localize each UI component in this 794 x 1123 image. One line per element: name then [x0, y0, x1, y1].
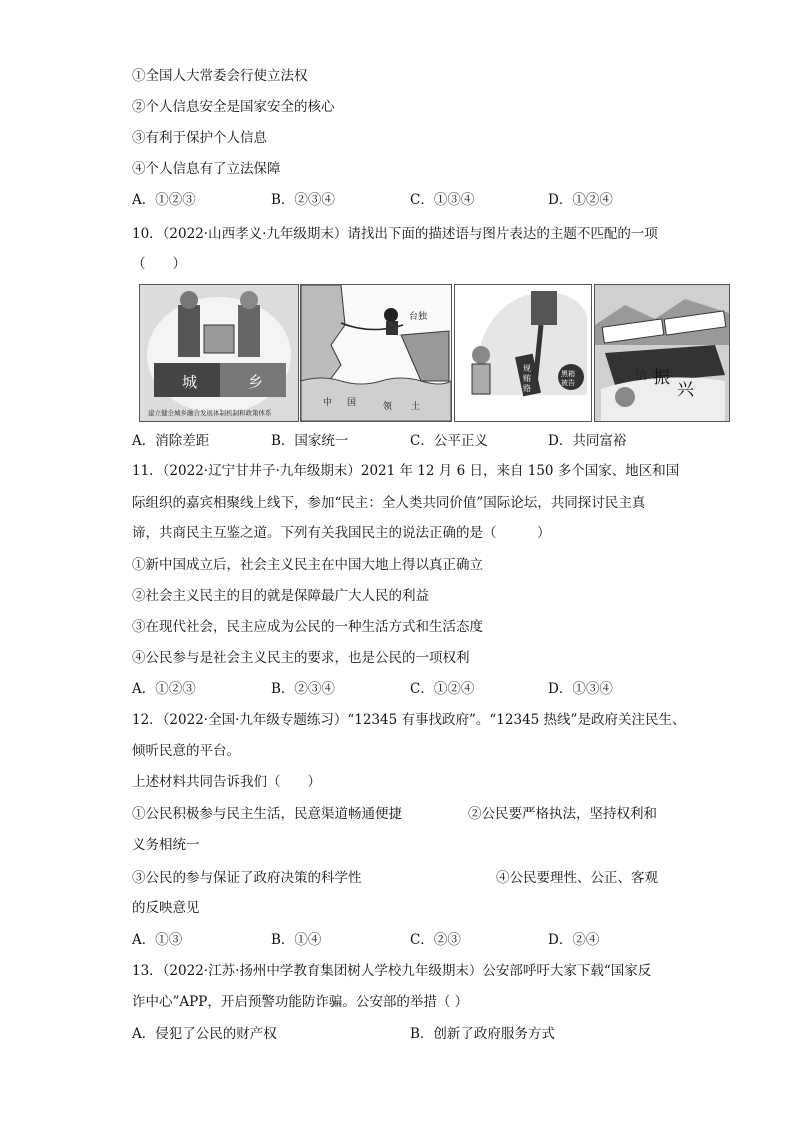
img2-char-2: 国 — [347, 398, 357, 408]
urban-rural-cartoon — [140, 285, 298, 421]
q13-option-a[interactable]: A．侵犯了公民的财产权 — [132, 1026, 277, 1042]
justice-cartoon — [455, 285, 591, 421]
img4-char-xing: 兴 — [677, 380, 694, 400]
q9-stmt-4: ④个人信息有了立法保障 — [132, 161, 281, 177]
img4-char-zhen: 振 — [653, 368, 670, 388]
img1-label-city: 城 — [182, 373, 198, 391]
q9-option-c[interactable]: C．①③④ — [410, 192, 475, 208]
q11-stmt-2: ②社会主义民主的目的就是保障最广大人民的利益 — [132, 588, 429, 604]
q10-stem: 10．（2022·山西孝义·九年级期末）请找出下面的描述语与图片表达的主题不匹配的一项 — [132, 226, 658, 242]
q11-stmt-3: ③在现代社会，民主应成为公民的一种生活方式和生活态度 — [132, 619, 483, 635]
img3-char-3: 赂 — [523, 384, 531, 393]
q11-option-c[interactable]: C．①②④ — [410, 681, 475, 697]
q12-line-2: 倾听民意的平台。 — [132, 743, 240, 759]
q10-image-2 — [300, 284, 452, 422]
q12-option-d[interactable]: D．②④ — [548, 932, 600, 948]
q9-stmt-3: ③有利于保护个人信息 — [132, 130, 267, 146]
img1-label-rural: 乡 — [248, 373, 264, 391]
img3-char-2: 贿 — [523, 374, 531, 383]
q11-stmt-1: ①新中国成立后，社会主义民主在中国大地上得以真正确立 — [132, 557, 483, 573]
img2-char-1: 中 — [323, 398, 333, 408]
q9-stmt-2: ②个人信息安全是国家安全的核心 — [132, 99, 335, 115]
q12-option-b[interactable]: B．①④ — [271, 932, 322, 948]
q9-option-d[interactable]: D．①②④ — [548, 192, 613, 208]
img2-label-taidu: 台独 — [409, 312, 428, 322]
img4-char-na: 纳 — [635, 368, 648, 382]
q13-option-b[interactable]: B．创新了政府服务方式 — [410, 1026, 555, 1042]
q12-stmt-4: ④公民要理性、公正、客观 — [496, 870, 658, 886]
q9-option-a[interactable]: A．①②③ — [132, 192, 196, 208]
q12-line-3: 上述材料共同告诉我们（ ） — [132, 774, 321, 790]
q9-stmt-1: ①全国人大常委会行使立法权 — [132, 68, 308, 84]
img2-char-4: 土 — [411, 402, 421, 412]
revitalization-cartoon — [595, 285, 729, 421]
q12-stmt-2-cont: 义务相统一 — [132, 837, 200, 853]
img2-char-3: 领 — [383, 402, 393, 412]
img3-char-1: 规 — [523, 364, 531, 373]
q11-line-2: 际组织的嘉宾相聚线上线下，参加“民主：全人类共同价值”国际论坛，共同探讨民主真 — [132, 495, 646, 511]
q12-stmt-2: ②公民要严格执法，坚持权利和 — [468, 806, 657, 822]
q13-line-2: 诈中心”APP，开启预警功能防诈骗。公安部的举措（ ） — [132, 994, 469, 1010]
q11-option-a[interactable]: A．①②③ — [132, 681, 196, 697]
img1-caption: 建立健全城乡融合发展体制机制和政策体系 — [148, 409, 272, 417]
q10-option-d[interactable]: D．共同富裕 — [548, 433, 627, 449]
q11-stmt-4: ④公民参与是社会主义民主的要求，也是公民的一项权利 — [132, 650, 470, 666]
q12-line-1: 12．（2022·全国·九年级专题练习）“12345 有事找政府”。“12345 热线”是政府关注民生、 — [132, 712, 686, 728]
q12-stmt-4-cont: 的反映意见 — [132, 900, 200, 916]
q12-stmt-1: ①公民积极参与民主生活，民意渠道畅通便捷 — [132, 806, 402, 822]
q12-option-c[interactable]: C．②③ — [410, 932, 461, 948]
q10-image-1 — [139, 284, 299, 422]
q12-option-a[interactable]: A．①③ — [132, 932, 183, 948]
q10-option-b[interactable]: B．国家统一 — [271, 433, 349, 449]
q11-line-1: 11．（2022·辽宁甘井子·九年级期末）2021 年 12 月 6 日，来自 150 多个国家、地区和国 — [132, 463, 680, 479]
q11-line-3: 谛，共商民主互鉴之道。下列有关我国民主的说法正确的是（ ） — [132, 525, 551, 541]
q10-image-3 — [454, 284, 592, 422]
q10-image-4 — [594, 284, 730, 422]
q10-option-a[interactable]: A．消除差距 — [132, 433, 210, 449]
q9-option-b[interactable]: B．②③④ — [271, 192, 335, 208]
q13-line-1: 13．（2022·江苏·扬州中学教育集团树人学校九年级期末）公安部呼吁大家下载“国家反 — [132, 963, 652, 979]
q10-blank: （ ） — [132, 256, 186, 272]
q10-option-c[interactable]: C．公平正义 — [410, 433, 488, 449]
q11-option-b[interactable]: B．②③④ — [271, 681, 335, 697]
img3-label-beigao: 被告 — [561, 379, 575, 387]
q11-option-d[interactable]: D．①③④ — [548, 681, 613, 697]
q12-stmt-3: ③公民的参与保证了政府决策的科学性 — [132, 870, 362, 886]
img3-label-heixiang: 黑箱 — [561, 370, 575, 378]
taiwan-cliff-cartoon — [301, 285, 451, 421]
